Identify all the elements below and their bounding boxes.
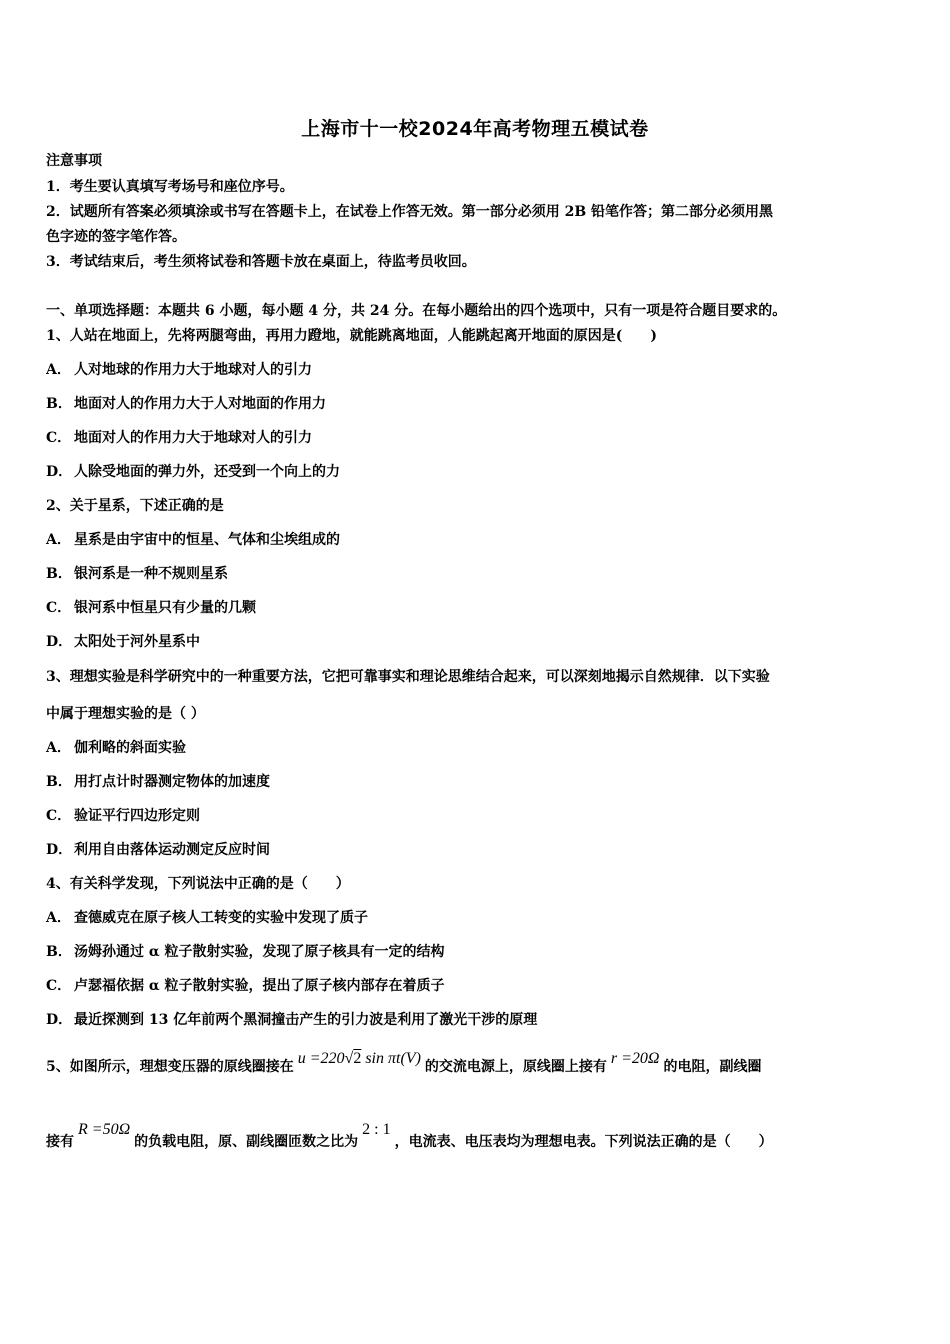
option-text: 地面对人的作用力大于地球对人的引力 [74,430,312,446]
q5-stem-line1 [46,1050,762,1076]
q4-option-b[interactable] [46,943,445,961]
notice-item-2: 2．试题所有答案必须填涂或书写在答题卡上，在试卷上作答无效。第一部分必须用 2B 铅笔作答；第二部分必须用黑 [46,204,774,220]
q4-option-a[interactable] [46,909,368,927]
q2-option-c[interactable] [46,599,256,617]
option-letter: C． [46,430,72,446]
option-text: 银河系是一种不规则星系 [74,566,228,582]
option-text: 太阳处于河外星系中 [74,634,200,650]
voltage-formula [294,1050,425,1068]
q5-text-part4: 接有 [46,1134,74,1150]
option-text: 地面对人的作用力大于人对地面的作用力 [74,396,326,412]
section-heading: 一、单项选择题：本题共 6 小题，每小题 4 分，共 24 分。在每小题给出的四个选项中，只有一项是符合题目要求的。 [46,303,787,319]
voltage-formula-prefix: u =220 [297,1050,345,1067]
option-letter: C． [46,978,72,994]
option-letter: D． [46,842,73,858]
q4-option-c[interactable] [46,977,445,995]
option-text: 卢瑟福依据 α 粒子散射实验，提出了原子核内部存在着质子 [74,978,445,994]
notice-item-3: 3．考试结束后，考生须将试卷和答题卡放在桌面上，待监考员收回。 [46,254,476,270]
option-text: 利用自由落体运动测定反应时间 [74,842,270,858]
option-text: 验证平行四边形定则 [74,808,200,824]
q2-option-d[interactable] [46,633,200,651]
q3-option-d[interactable] [46,841,270,859]
option-text: 伽利略的斜面实验 [74,740,186,756]
option-text: 用打点计时器测定物体的加速度 [74,774,270,790]
q5-stem-line2 [46,1121,773,1151]
option-letter: C． [46,808,72,824]
q5-text-part5: 的负载电阻，原、副线圈匝数之比为 [134,1134,359,1150]
option-text: 人除受地面的弹力外，还受到一个向上的力 [74,464,340,480]
q3-option-b[interactable] [46,773,270,791]
sqrt-symbol: √ [344,1050,354,1067]
q5-text-part1: 5、如图所示，理想变压器的原线圈接在 [46,1059,294,1075]
q1-stem: 1、人站在地面上，先将两腿弯曲，再用力蹬地，就能跳离地面，人能跳起离开地面的原因是( ) [46,328,657,344]
option-letter: C． [46,600,72,616]
option-letter: A． [46,532,71,548]
q4-option-d[interactable] [46,1011,537,1029]
option-letter: D． [46,464,73,480]
q3-option-c[interactable] [46,807,200,825]
notice-item-1: 1．考生要认真填写考场号和座位序号。 [46,179,294,195]
option-letter: A． [46,740,71,756]
option-text: 银河系中恒星只有少量的几颗 [74,600,256,616]
voltage-formula-root: 2 [353,1050,362,1067]
option-text: 汤姆孙通过 α 粒子散射实验，发现了原子核具有一定的结构 [74,944,445,960]
option-text: 最近探测到 13 亿年前两个黑洞撞击产生的引力波是利用了激光干涉的原理 [74,1012,538,1028]
load-resistance: R =50Ω [78,1121,131,1138]
notice-item-2-cont: 色字迹的签字笔作答。 [46,229,186,245]
option-letter: D． [46,634,73,650]
option-text: 星系是由宇宙中的恒星、气体和尘埃组成的 [74,532,340,548]
q3-option-a[interactable] [46,739,186,757]
q2-option-b[interactable] [46,565,228,583]
q1-option-c[interactable] [46,429,312,447]
option-letter: B． [46,774,72,790]
q5-text-part3: 的电阻，副线圈 [663,1059,762,1075]
option-letter: A． [46,362,71,378]
q1-option-d[interactable] [46,463,340,481]
exam-title: 上海市十一校2024年高考物理五模试卷 [301,118,649,140]
option-letter: B． [46,566,72,582]
q2-option-a[interactable] [46,531,340,549]
option-text: 查德威克在原子核人工转变的实验中发现了质子 [74,910,368,926]
q1-option-a[interactable] [46,361,312,379]
option-letter: D． [46,1012,73,1028]
voltage-formula-suffix: sin πt(V) [361,1050,421,1067]
q5-text-part2: 的交流电源上，原线圈上接有 [424,1059,607,1075]
q4-stem: 4、有关科学发现，下列说法中正确的是（ ） [46,876,350,892]
q3-stem-line2: 中属于理想实验的是（ ） [46,706,205,722]
q5-text-part6: ，电流表、电压表均为理想电表。下列说法正确的是（ ） [394,1134,773,1150]
q2-stem: 2、关于星系，下述正确的是 [46,498,224,514]
q3-stem-line1: 3、理想实验是科学研究中的一种重要方法，它把可靠事实和理论思维结合起来，可以深刻地揭示自然规律．以下实验 [46,669,770,685]
q1-option-b[interactable] [46,395,326,413]
option-letter: B． [46,944,72,960]
turns-ratio: 2 : 1 [362,1121,391,1138]
option-letter: A． [46,910,71,926]
option-letter: B． [46,396,72,412]
notice-heading: 注意事项 [46,153,102,169]
option-text: 人对地球的作用力大于地球对人的引力 [74,362,312,378]
primary-resistance: r =20Ω [610,1050,660,1067]
